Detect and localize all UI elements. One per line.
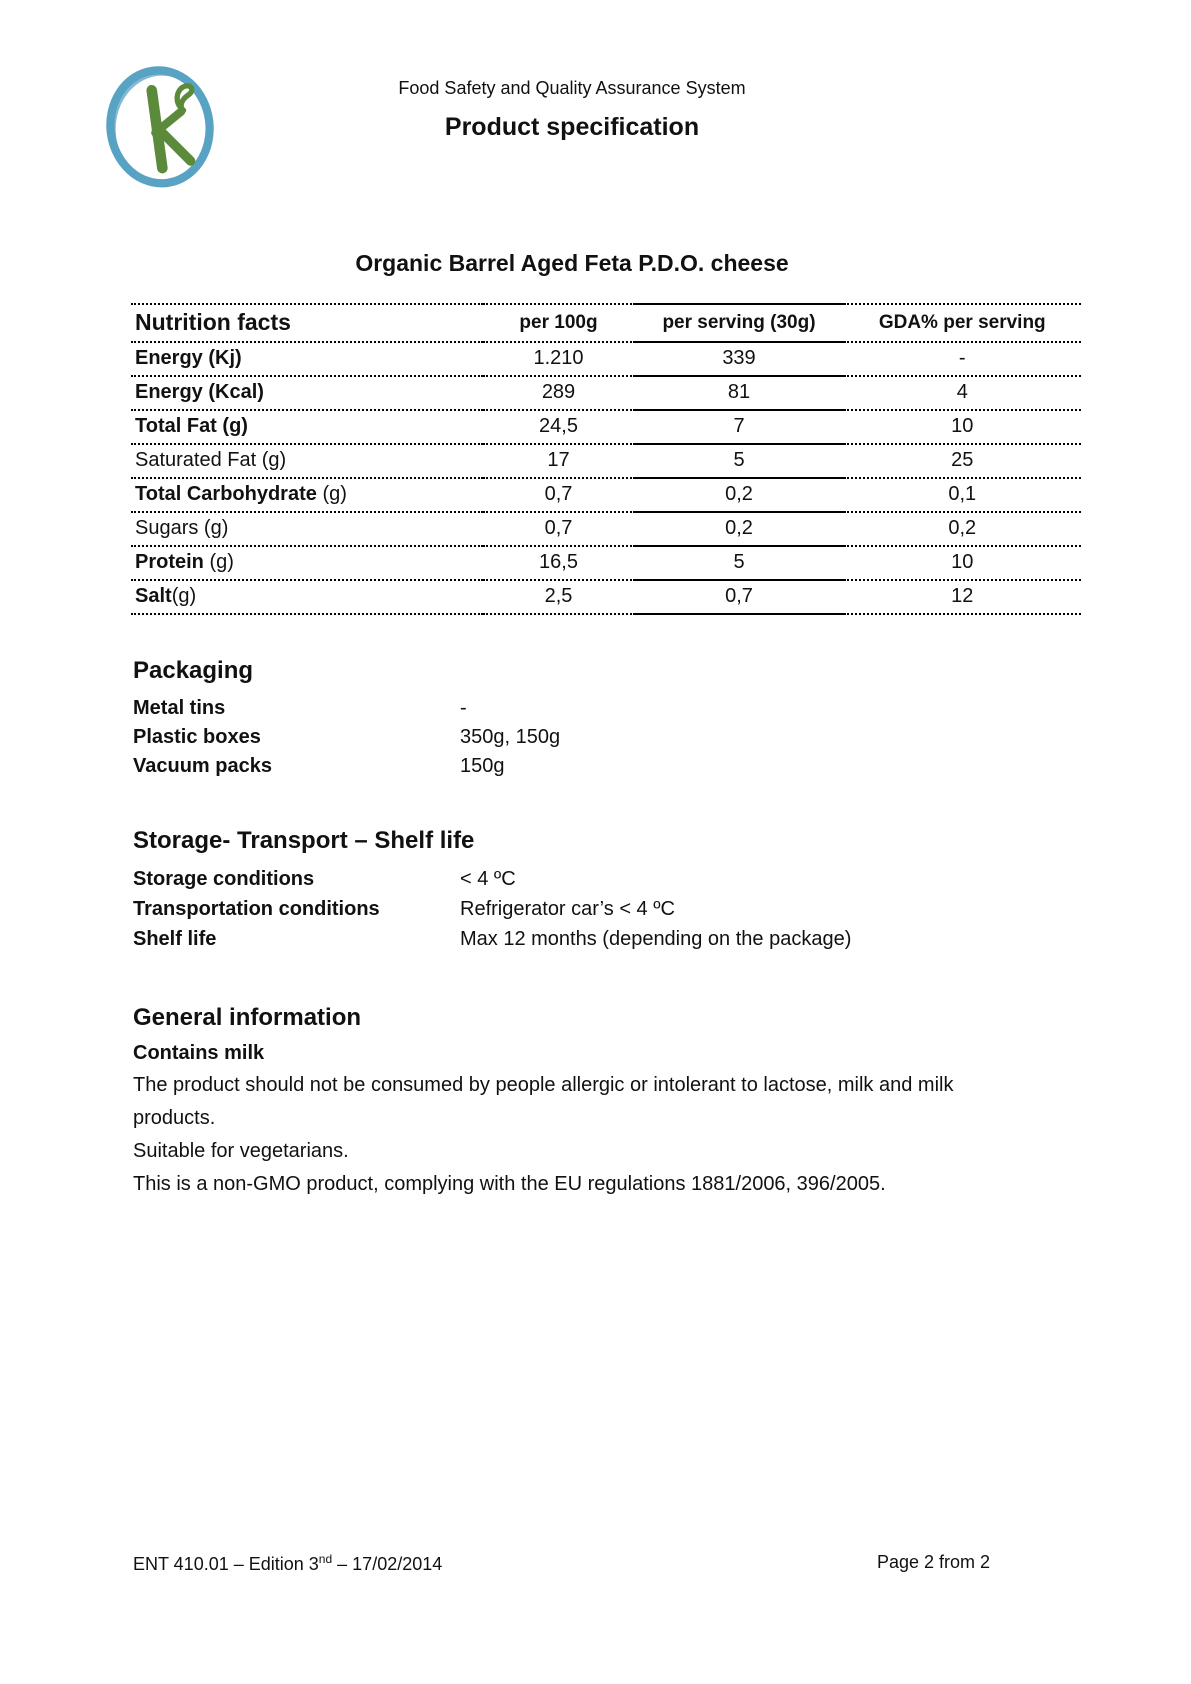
value-gda: 10 (844, 410, 1082, 444)
packaging-item-vacuum-packs (133, 752, 1063, 781)
value-per-serving: 81 (635, 376, 844, 410)
general-information-heading: General information (133, 1004, 362, 1031)
value-per-serving: 5 (635, 444, 844, 478)
vegetarian-text-line: Suitable for vegetarians. (133, 1140, 349, 1162)
item-label: Storage conditions (133, 868, 315, 890)
value-gda: 0,2 (844, 512, 1082, 546)
value-per-100g: 289 (483, 376, 635, 410)
page-number: Page 2 from 2 (876, 1552, 990, 1572)
item-value: Refrigerator car’s < 4 ºC (460, 898, 675, 920)
item-value: 150g (460, 755, 505, 777)
table-row-energy-kcal (131, 376, 1081, 410)
product-title: Organic Barrel Aged Feta P.D.O. cheese (355, 250, 789, 276)
item-label: Transportation conditions (133, 898, 380, 920)
value-gda: 10 (844, 546, 1082, 580)
edition-superscript: nd (318, 1552, 333, 1566)
value-per-serving: 7 (635, 410, 844, 444)
table-row-protein (131, 546, 1081, 580)
column-header-per-serving: per serving (30g) (635, 304, 844, 342)
row-label: Salt(g) (131, 580, 483, 614)
packaging-item-plastic-boxes (133, 723, 1063, 752)
value-per-100g: 0,7 (483, 478, 635, 512)
table-row-salt (131, 580, 1081, 614)
company-logo-icon (101, 62, 219, 194)
value-per-serving: 339 (635, 342, 844, 376)
value-per-serving: 0,7 (635, 580, 844, 614)
storage-item-storage-conditions (133, 864, 1063, 894)
column-header-gda: GDA% per serving (844, 304, 1082, 342)
allergy-text-line: The product should not be consumed by people allergic or intolerant to lactose, milk and milk (133, 1074, 954, 1096)
storage-item-transportation-conditions (133, 894, 1063, 924)
value-per-serving: 5 (635, 546, 844, 580)
allergy-text-line: products. (133, 1107, 216, 1129)
value-gda: 0,1 (844, 478, 1082, 512)
page-footer (133, 1552, 990, 1575)
value-per-100g: 17 (483, 444, 635, 478)
table-row-energy-kj (131, 342, 1081, 376)
item-label: Plastic boxes (133, 726, 261, 748)
item-label: Shelf life (133, 928, 217, 950)
value-per-serving: 0,2 (635, 478, 844, 512)
item-label: Metal tins (133, 697, 226, 719)
row-label: Saturated Fat (g) (131, 444, 483, 478)
row-label: Energy (Kcal) (131, 376, 483, 410)
gmo-text-line: This is a non-GMO product, complying with the EU regulations 1881/2006, 396/2005. (133, 1173, 886, 1195)
item-value: < 4 ºC (460, 868, 516, 890)
document-reference: ENT 410.01 – Edition 3nd – 17/02/2014 (133, 1552, 443, 1574)
row-label: Protein (g) (131, 546, 483, 580)
value-gda: 12 (844, 580, 1082, 614)
row-label: Sugars (g) (131, 512, 483, 546)
column-header-per-100g: per 100g (483, 304, 635, 342)
storage-item-shelf-life (133, 924, 1063, 954)
value-per-100g: 16,5 (483, 546, 635, 580)
system-title: Food Safety and Quality Assurance System (398, 78, 746, 98)
contains-milk-subheading: Contains milk (133, 1042, 265, 1064)
value-per-100g: 2,5 (483, 580, 635, 614)
table-header-row (131, 304, 1081, 342)
packaging-section (133, 657, 1063, 781)
row-label: Total Carbohydrate (g) (131, 478, 483, 512)
document-title: Product specification (444, 113, 700, 141)
table-row-sugars (131, 512, 1081, 546)
column-header-nutrition-facts: Nutrition facts (131, 304, 483, 342)
item-value: Max 12 months (depending on the package) (460, 928, 852, 950)
item-value: - (460, 697, 467, 719)
value-per-100g: 0,7 (483, 512, 635, 546)
row-label: Total Fat (g) (131, 410, 483, 444)
value-per-100g: 1.210 (483, 342, 635, 376)
table-row-total-carbohydrate (131, 478, 1081, 512)
packaging-item-metal-tins (133, 694, 1063, 723)
value-gda: - (844, 342, 1082, 376)
value-per-100g: 24,5 (483, 410, 635, 444)
item-label: Vacuum packs (133, 755, 272, 777)
nutrition-facts-table (131, 303, 1081, 615)
packaging-heading: Packaging (133, 657, 254, 684)
storage-heading: Storage- Transport – Shelf life (133, 827, 475, 854)
item-value: 350g, 150g (460, 726, 561, 748)
value-gda: 4 (844, 376, 1082, 410)
page-header (133, 0, 1011, 142)
storage-section (133, 827, 1063, 954)
value-per-serving: 0,2 (635, 512, 844, 546)
general-information-section (133, 1004, 1063, 1201)
table-row-total-fat (131, 410, 1081, 444)
row-label: Energy (Kj) (131, 342, 483, 376)
value-gda: 25 (844, 444, 1082, 478)
table-row-saturated-fat (131, 444, 1081, 478)
